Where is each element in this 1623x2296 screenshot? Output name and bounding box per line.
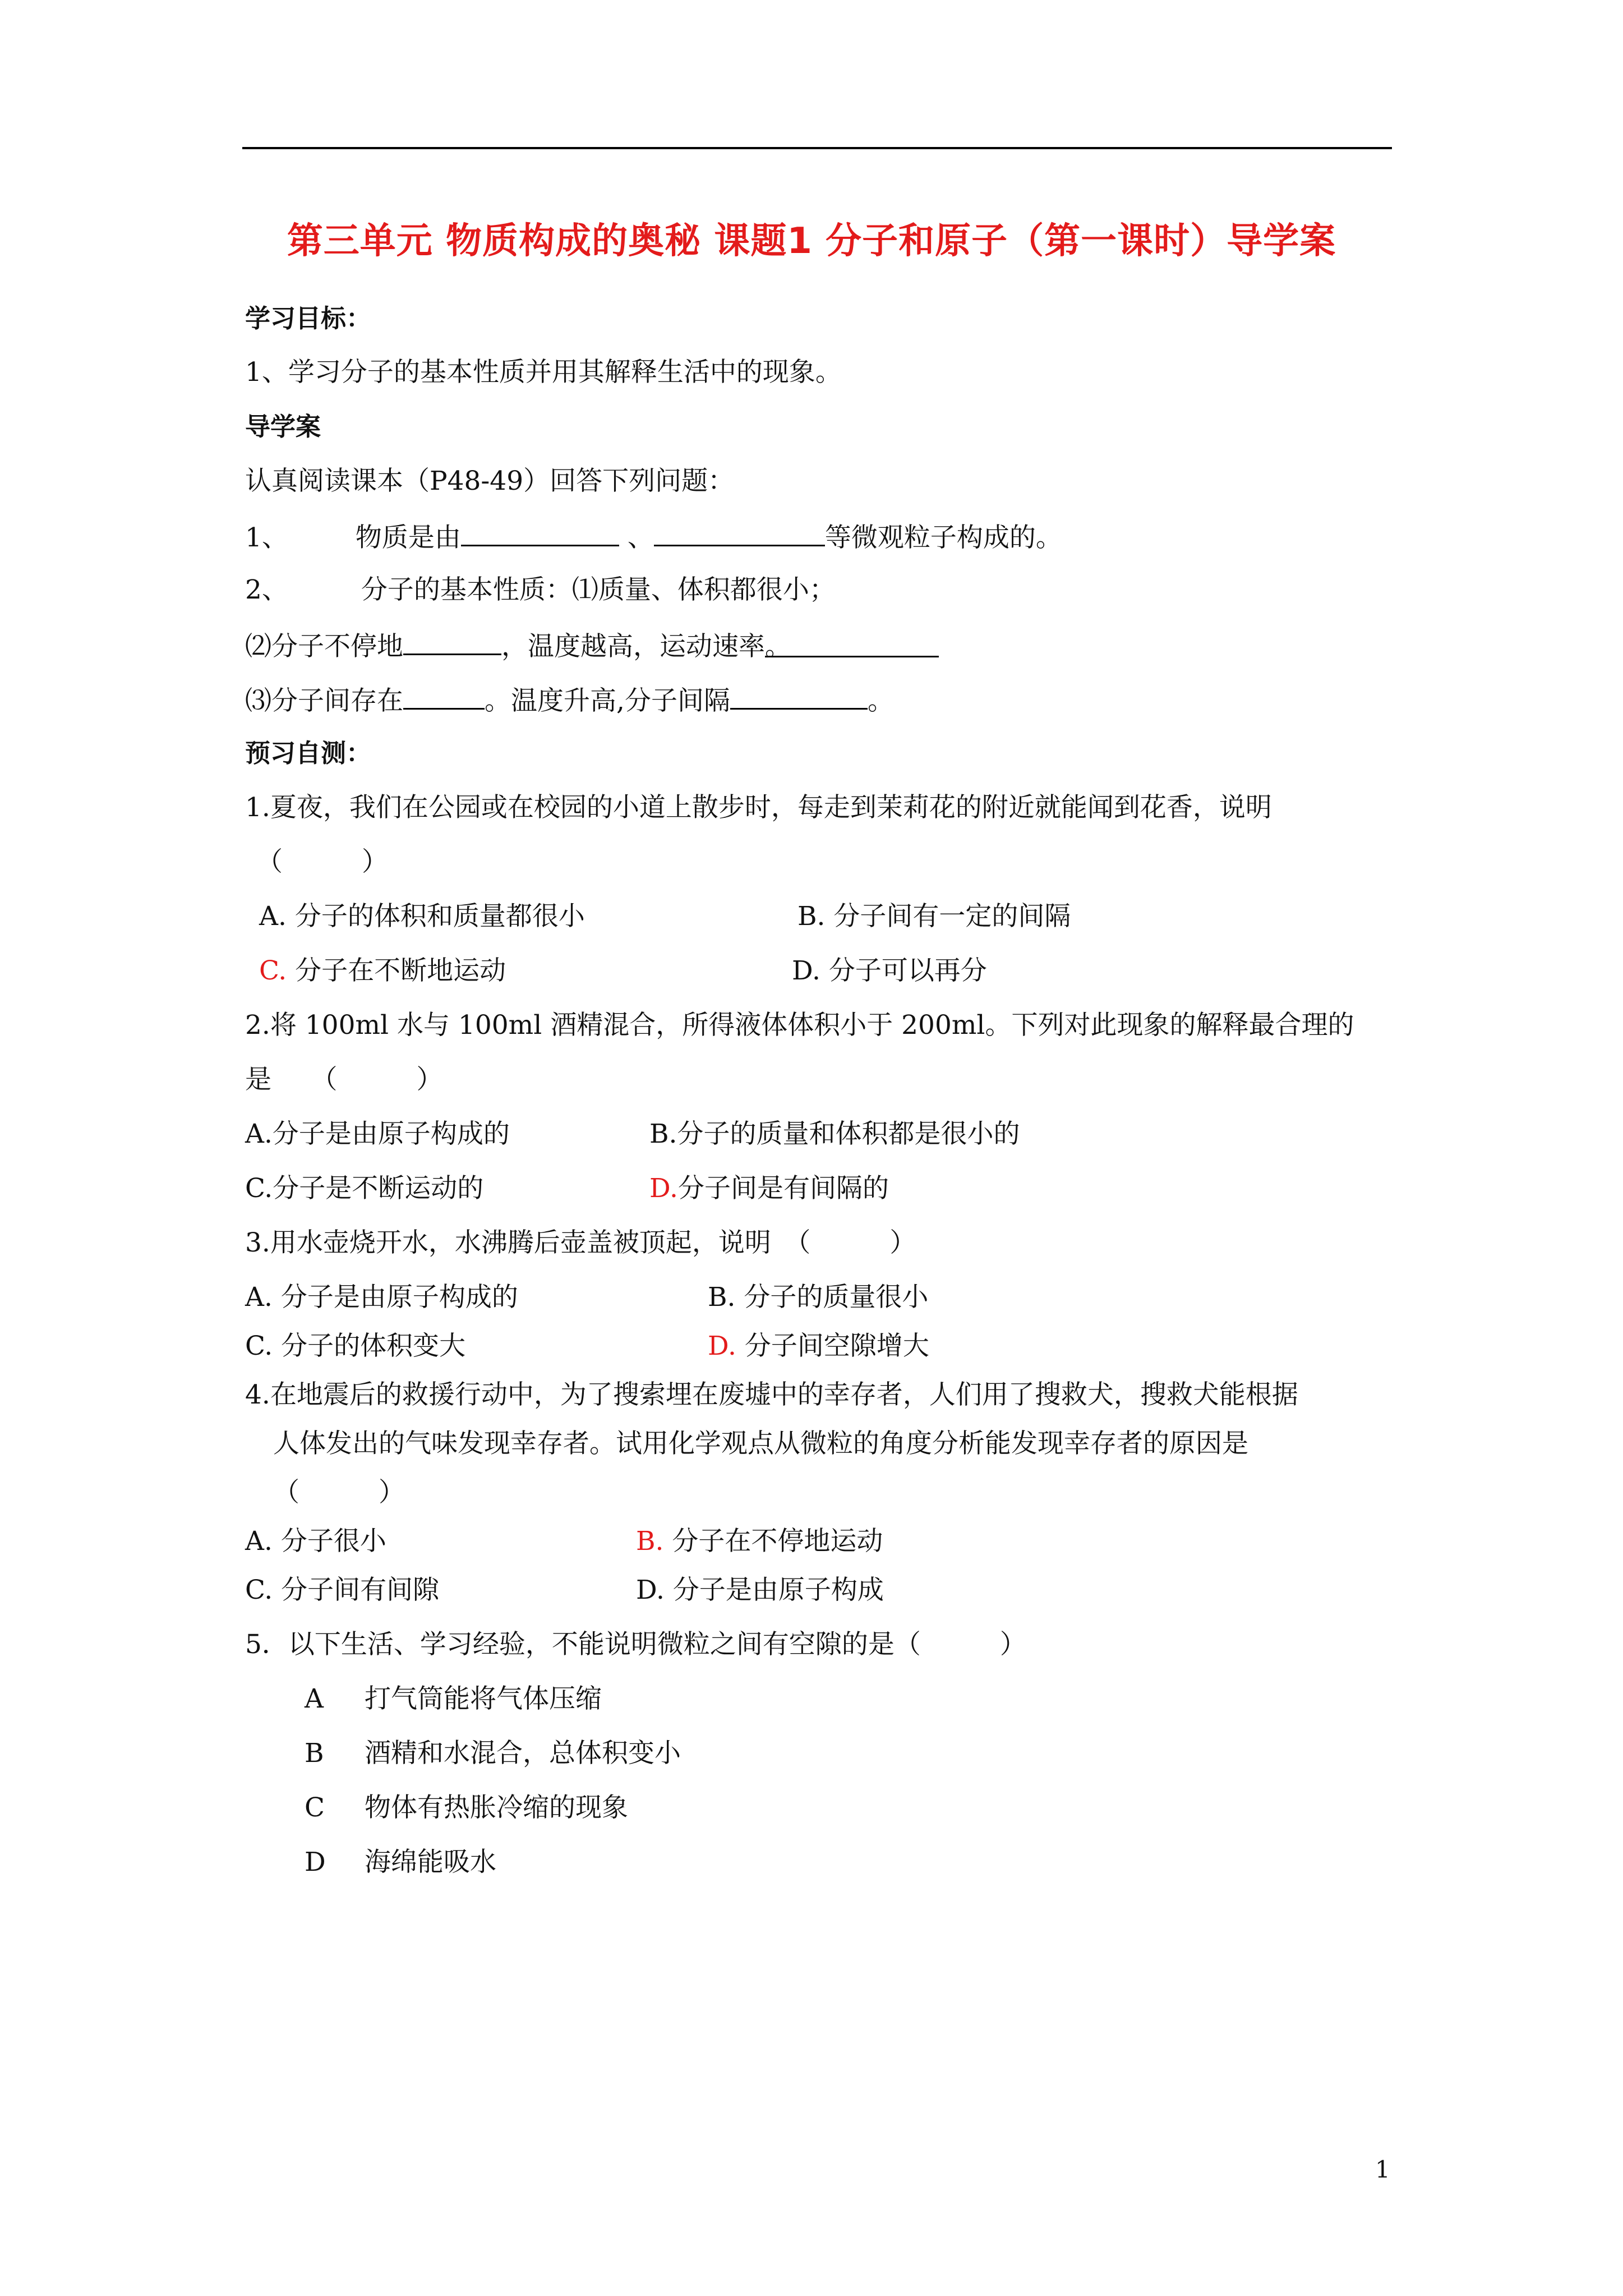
problem-4-option-d[interactable]: D. 分子是由原子构成	[636, 1575, 884, 1605]
answer-letter: B.	[636, 1526, 664, 1557]
guide-question-2c	[245, 683, 894, 717]
separator: 、	[619, 522, 654, 553]
problem-2-option-d[interactable]	[649, 1173, 889, 1204]
option-text: 分子间空隙增大	[736, 1331, 929, 1361]
problem-5-option-b[interactable]	[305, 1738, 681, 1769]
question-text: 。	[765, 631, 791, 662]
problem-2-option-c[interactable]: C.分子是不断运动的	[245, 1173, 484, 1204]
problem-1-option-b[interactable]: B. 分子间有一定的间隔	[797, 901, 1071, 932]
question-text: 物质是由	[355, 522, 461, 553]
problem-1-stem: 1.夏夜，我们在公园或在校园的小道上散步时，每走到茉莉花的附近就能闻到花香，说明	[245, 792, 1272, 823]
page-number: 1	[1375, 2156, 1390, 2183]
problem-5-option-a[interactable]	[305, 1683, 602, 1715]
problem-2-stem: 2.将 100ml 水与 100ml 酒精混合，所得液体体积小于 200ml。下列对此现象的解释最合理的	[245, 1010, 1354, 1041]
answer-letter: D.	[649, 1173, 678, 1204]
problem-1-bracket: （ ）	[256, 846, 388, 877]
problem-3-option-c[interactable]: C. 分子的体积变大	[245, 1331, 466, 1361]
problem-4-stem-line-2: 人体发出的气味发现幸存者。试用化学观点从微粒的角度分析能发现幸存者的原因是	[273, 1428, 1248, 1459]
question-number: 2、	[245, 574, 288, 605]
option-text: 酒精和水混合，总体积变小	[365, 1738, 681, 1769]
question-text: ⑶分子间存在	[245, 685, 403, 716]
problem-5-option-d[interactable]	[305, 1847, 496, 1878]
answer-blank[interactable]	[461, 520, 619, 546]
guide-question-1	[245, 520, 1062, 554]
problem-3-stem: 3.用水壶烧开水，水沸腾后壶盖被顶起，说明 （ ）	[245, 1227, 916, 1258]
problem-4-option-a[interactable]: A. 分子很小	[245, 1526, 386, 1557]
guide-heading: 导学案	[245, 412, 321, 441]
problem-1-option-d[interactable]: D. 分子可以再分	[792, 955, 987, 986]
option-text: 分子在不断地运动	[287, 955, 506, 986]
answer-blank[interactable]	[765, 631, 939, 662]
option-text: 分子间是有间隔的	[677, 1173, 889, 1204]
option-text: 分子在不停地运动	[663, 1526, 883, 1557]
problem-2-option-a[interactable]: A.分子是由原子构成的	[245, 1119, 510, 1149]
question-text: 分子的基本性质：⑴质量、体积都很小；	[361, 574, 836, 605]
problem-3-option-a[interactable]: A. 分子是由原子构成的	[245, 1282, 518, 1313]
problem-1-option-c[interactable]	[259, 955, 506, 987]
problem-4-stem-line-1: 4.在地震后的救援行动中，为了搜索埋在废墟中的幸存者，人们用了搜救犬，搜救犬能根据	[245, 1379, 1298, 1410]
question-text: 等微观粒子构成的。	[824, 522, 1062, 553]
answer-blank[interactable]	[730, 683, 868, 710]
problem-2-option-b[interactable]: B.分子的质量和体积都是很小的	[649, 1119, 1020, 1149]
problem-4-bracket: （ ）	[273, 1477, 405, 1508]
option-text: 物体有热胀冷缩的现象	[365, 1792, 628, 1823]
answer-blank[interactable]	[654, 520, 825, 546]
problem-5-option-c[interactable]	[305, 1792, 628, 1824]
problem-4-option-c[interactable]: C. 分子间有间隙	[245, 1575, 440, 1605]
guide-intro: 认真阅读课本（P48-49）回答下列问题：	[245, 466, 735, 496]
header-rule	[242, 147, 1392, 149]
question-text: 。	[867, 685, 894, 716]
self-test-heading: 预习自测：	[245, 738, 372, 768]
problem-2-bracket: 是 （ ）	[245, 1064, 443, 1095]
page-title: 第三单元 物质构成的奥秘 课题1 分子和原子（第一课时）导学案	[287, 220, 1336, 262]
answer-blank[interactable]	[403, 683, 485, 710]
question-text: ，温度越高，运动速率	[501, 631, 765, 662]
question-text: 。温度升高,分子间隔	[485, 685, 730, 716]
problem-1-option-a[interactable]: A. 分子的体积和质量都很小	[259, 901, 585, 932]
guide-question-2	[245, 574, 836, 606]
question-number: 1、	[245, 522, 288, 553]
option-text: 打气筒能将气体压缩	[365, 1683, 602, 1714]
option-letter: B	[305, 1738, 324, 1769]
option-letter: C	[305, 1792, 325, 1823]
option-letter: D	[305, 1847, 326, 1878]
answer-letter: C.	[259, 955, 287, 986]
objective-1: 1、学习分子的基本性质并用其解释生活中的现象。	[245, 357, 842, 388]
problem-5-stem: 5．以下生活、学习经验，不能说明微粒之间有空隙的是（ ）	[245, 1629, 1026, 1660]
option-letter: A	[305, 1683, 324, 1714]
problem-4-option-b[interactable]	[636, 1526, 883, 1557]
option-text: 海绵能吸水	[365, 1847, 496, 1878]
problem-3-option-d[interactable]	[708, 1331, 929, 1362]
problem-3-option-b[interactable]: B. 分子的质量很小	[708, 1282, 929, 1313]
guide-question-2b	[245, 629, 939, 662]
objectives-heading: 学习目标：	[245, 303, 372, 333]
question-text: ⑵分子不停地	[245, 631, 403, 662]
answer-letter: D.	[708, 1331, 736, 1361]
answer-blank[interactable]	[403, 629, 501, 655]
